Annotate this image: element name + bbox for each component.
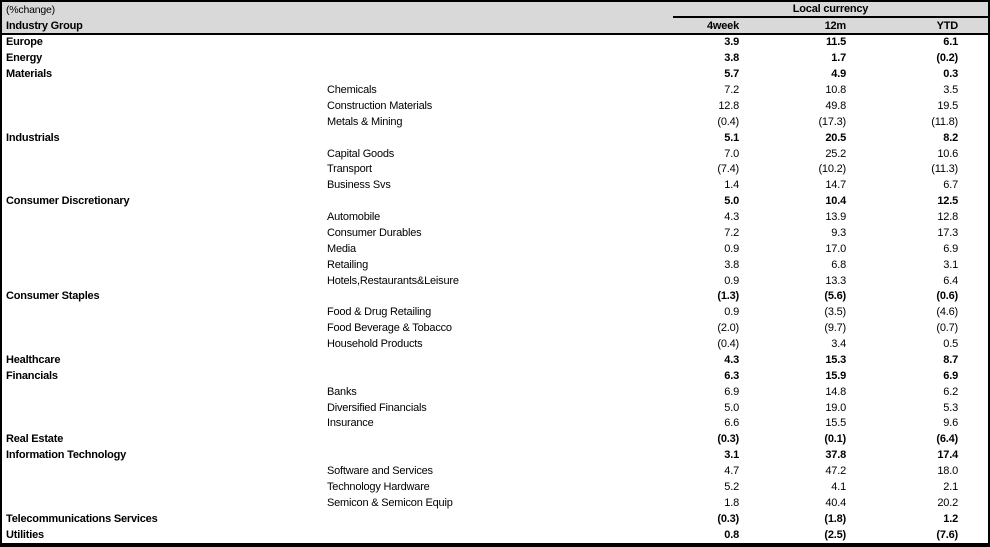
- row-label: Insurance: [327, 417, 374, 430]
- value-cell: 15.5: [825, 417, 846, 430]
- value-cell: 6.2: [943, 385, 958, 398]
- row-label: Capital Goods: [327, 147, 395, 160]
- value-cell: (0.3): [717, 433, 739, 446]
- value-cell: (5.6): [824, 290, 846, 303]
- table-header: [2, 2, 988, 35]
- value-cell: 25.2: [825, 147, 846, 160]
- value-cell: (0.4): [717, 338, 739, 351]
- value-cell: 15.3: [825, 353, 846, 366]
- value-cell: 2.1: [943, 480, 958, 493]
- value-cell: 3.9: [724, 36, 739, 49]
- value-cell: (7.6): [936, 528, 958, 541]
- table-row: [2, 67, 988, 83]
- value-cell: 37.8: [825, 449, 846, 462]
- value-cell: 47.2: [825, 465, 846, 478]
- value-cell: (3.5): [824, 306, 846, 319]
- value-cell: (11.8): [931, 115, 958, 128]
- table-row: [2, 273, 988, 289]
- table-row: [2, 384, 988, 400]
- value-cell: 19.5: [937, 99, 958, 112]
- value-cell: (9.7): [824, 322, 846, 335]
- value-cell: 15.9: [825, 369, 846, 382]
- value-cell: 13.3: [825, 274, 846, 287]
- value-cell: 4.7: [724, 465, 739, 478]
- value-cell: 17.3: [937, 226, 958, 239]
- column-header-ytd: YTD: [936, 19, 958, 32]
- table-row: [2, 83, 988, 99]
- table-row: [2, 289, 988, 305]
- value-cell: 11.5: [825, 36, 846, 49]
- value-cell: 1.2: [943, 512, 958, 525]
- value-cell: 4.9: [831, 68, 846, 81]
- header-row-currency: [2, 2, 988, 18]
- value-cell: 1.8: [724, 496, 739, 509]
- value-cell: 0.3: [943, 68, 958, 81]
- value-cell: 6.6: [724, 417, 739, 430]
- value-cell: 6.9: [724, 385, 739, 398]
- value-cell: 5.0: [724, 401, 739, 414]
- table-row: [2, 35, 988, 51]
- value-cell: 9.6: [943, 417, 958, 430]
- table-row: [2, 416, 988, 432]
- value-cell: 0.9: [724, 274, 739, 287]
- table-row: [2, 130, 988, 146]
- value-cell: 8.2: [943, 131, 958, 144]
- value-cell: 3.5: [943, 84, 958, 97]
- value-cell: 5.3: [943, 401, 958, 414]
- table-row: [2, 400, 988, 416]
- row-label: Banks: [327, 385, 357, 398]
- value-cell: 0.9: [724, 306, 739, 319]
- value-cell: (0.1): [824, 433, 846, 446]
- table-row: [2, 241, 988, 257]
- row-label: Financials: [6, 369, 58, 382]
- column-header-12m: 12m: [824, 19, 846, 32]
- header-row-columns: [2, 18, 988, 33]
- row-label: Real Estate: [6, 433, 64, 446]
- table-row: [2, 51, 988, 67]
- row-label: Healthcare: [6, 353, 61, 366]
- value-cell: 13.9: [825, 211, 846, 224]
- industry-group-header: Industry Group: [6, 19, 83, 32]
- table-row: [2, 511, 988, 527]
- value-cell: 12.8: [718, 99, 739, 112]
- row-label: Telecommunications Services: [6, 512, 158, 525]
- value-cell: 20.2: [937, 496, 958, 509]
- value-cell: 20.5: [825, 131, 846, 144]
- row-label: Consumer Durables: [327, 226, 422, 239]
- table-row: [2, 321, 988, 337]
- value-cell: (6.4): [936, 433, 958, 446]
- value-cell: (0.6): [936, 290, 958, 303]
- row-label: Hotels,Restaurants&Leisure: [327, 274, 459, 287]
- row-label: Automobile: [327, 211, 381, 224]
- value-cell: 5.1: [724, 131, 739, 144]
- row-label: Chemicals: [327, 84, 377, 97]
- row-label: Information Technology: [6, 449, 127, 462]
- row-label: Consumer Staples: [6, 290, 100, 303]
- value-cell: 3.4: [831, 338, 846, 351]
- table-row: [2, 257, 988, 273]
- table-row: [2, 432, 988, 448]
- value-cell: (7.4): [717, 163, 739, 176]
- row-label: Software and Services: [327, 465, 433, 478]
- table-row: [2, 210, 988, 226]
- row-label: Diversified Financials: [327, 401, 427, 414]
- value-cell: 6.9: [943, 242, 958, 255]
- value-cell: 6.8: [831, 258, 846, 271]
- currency-group-header: Local currency: [673, 2, 988, 18]
- table-row: [2, 353, 988, 369]
- row-label: Transport: [327, 163, 372, 176]
- table-row: [2, 194, 988, 210]
- value-cell: 17.0: [825, 242, 846, 255]
- row-label: Food & Drug Retailing: [327, 306, 432, 319]
- table-row: [2, 480, 988, 496]
- row-label: Business Svs: [327, 179, 391, 192]
- value-cell: 1.7: [831, 52, 846, 65]
- value-cell: 6.7: [943, 179, 958, 192]
- value-cell: (0.4): [717, 115, 739, 128]
- value-cell: 40.4: [825, 496, 846, 509]
- row-label: Energy: [6, 52, 43, 65]
- value-cell: 1.4: [724, 179, 739, 192]
- value-cell: 3.1: [724, 449, 739, 462]
- value-cell: (1.3): [717, 290, 739, 303]
- value-cell: 10.8: [825, 84, 846, 97]
- table-row: [2, 368, 988, 384]
- value-cell: 6.9: [943, 369, 958, 382]
- value-cell: 4.3: [724, 353, 739, 366]
- row-label: Media: [327, 242, 356, 255]
- value-cell: 5.7: [724, 68, 739, 81]
- table-row: [2, 527, 988, 543]
- value-cell: 6.4: [943, 274, 958, 287]
- value-cell: 4.1: [831, 480, 846, 493]
- value-cell: 9.3: [831, 226, 846, 239]
- value-cell: 5.0: [724, 195, 739, 208]
- value-cell: (17.3): [818, 115, 846, 128]
- column-header-4week: 4week: [706, 19, 739, 32]
- row-label: Semicon & Semicon Equip: [327, 496, 453, 509]
- table-row: [2, 464, 988, 480]
- table-row: [2, 337, 988, 353]
- value-cell: 7.2: [724, 226, 739, 239]
- table-body: [2, 35, 988, 543]
- value-cell: 0.5: [943, 338, 958, 351]
- row-label: Retailing: [327, 258, 369, 271]
- value-cell: (0.3): [717, 512, 739, 525]
- value-cell: (2.0): [717, 322, 739, 335]
- value-cell: 0.9: [724, 242, 739, 255]
- value-cell: (4.6): [936, 306, 958, 319]
- value-cell: 5.2: [724, 480, 739, 493]
- value-cell: 17.4: [937, 449, 958, 462]
- value-cell: 49.8: [825, 99, 846, 112]
- table-row: [2, 448, 988, 464]
- value-cell: 18.0: [937, 465, 958, 478]
- value-cell: 3.8: [724, 258, 739, 271]
- row-label: Construction Materials: [327, 99, 433, 112]
- value-cell: 12.8: [937, 211, 958, 224]
- value-cell: 19.0: [825, 401, 846, 414]
- value-cell: 8.7: [943, 353, 958, 366]
- table-row: [2, 146, 988, 162]
- table-row: [2, 305, 988, 321]
- value-cell: (2.5): [824, 528, 846, 541]
- row-label: Metals & Mining: [327, 115, 403, 128]
- table-row: [2, 99, 988, 115]
- row-label: Utilities: [6, 528, 44, 541]
- table-row: [2, 162, 988, 178]
- value-cell: (10.2): [818, 163, 846, 176]
- row-label: Technology Hardware: [327, 480, 430, 493]
- value-cell: (0.2): [936, 52, 958, 65]
- value-cell: 10.4: [825, 195, 846, 208]
- row-label: Consumer Discretionary: [6, 195, 130, 208]
- value-cell: 14.8: [825, 385, 846, 398]
- table-row: [2, 495, 988, 511]
- table-row: [2, 114, 988, 130]
- value-cell: 4.3: [724, 211, 739, 224]
- value-cell: 7.2: [724, 84, 739, 97]
- value-cell: 12.5: [937, 195, 958, 208]
- value-cell: 0.8: [724, 528, 739, 541]
- value-cell: 3.8: [724, 52, 739, 65]
- value-cell: 7.0: [724, 147, 739, 160]
- row-label: Household Products: [327, 338, 423, 351]
- percent-change-label: (%change): [6, 4, 55, 16]
- value-cell: (1.8): [824, 512, 846, 525]
- value-cell: 14.7: [825, 179, 846, 192]
- value-cell: 3.1: [943, 258, 958, 271]
- row-label: Europe: [6, 36, 43, 49]
- value-cell: 6.1: [943, 36, 958, 49]
- table-row: [2, 226, 988, 242]
- value-cell: 10.6: [937, 147, 958, 160]
- table-row: [2, 178, 988, 194]
- value-cell: 6.3: [724, 369, 739, 382]
- value-cell: (11.3): [931, 163, 958, 176]
- value-cell: (0.7): [936, 322, 958, 335]
- row-label: Industrials: [6, 131, 60, 144]
- row-label: Food Beverage & Tobacco: [327, 322, 452, 335]
- row-label: Materials: [6, 68, 52, 81]
